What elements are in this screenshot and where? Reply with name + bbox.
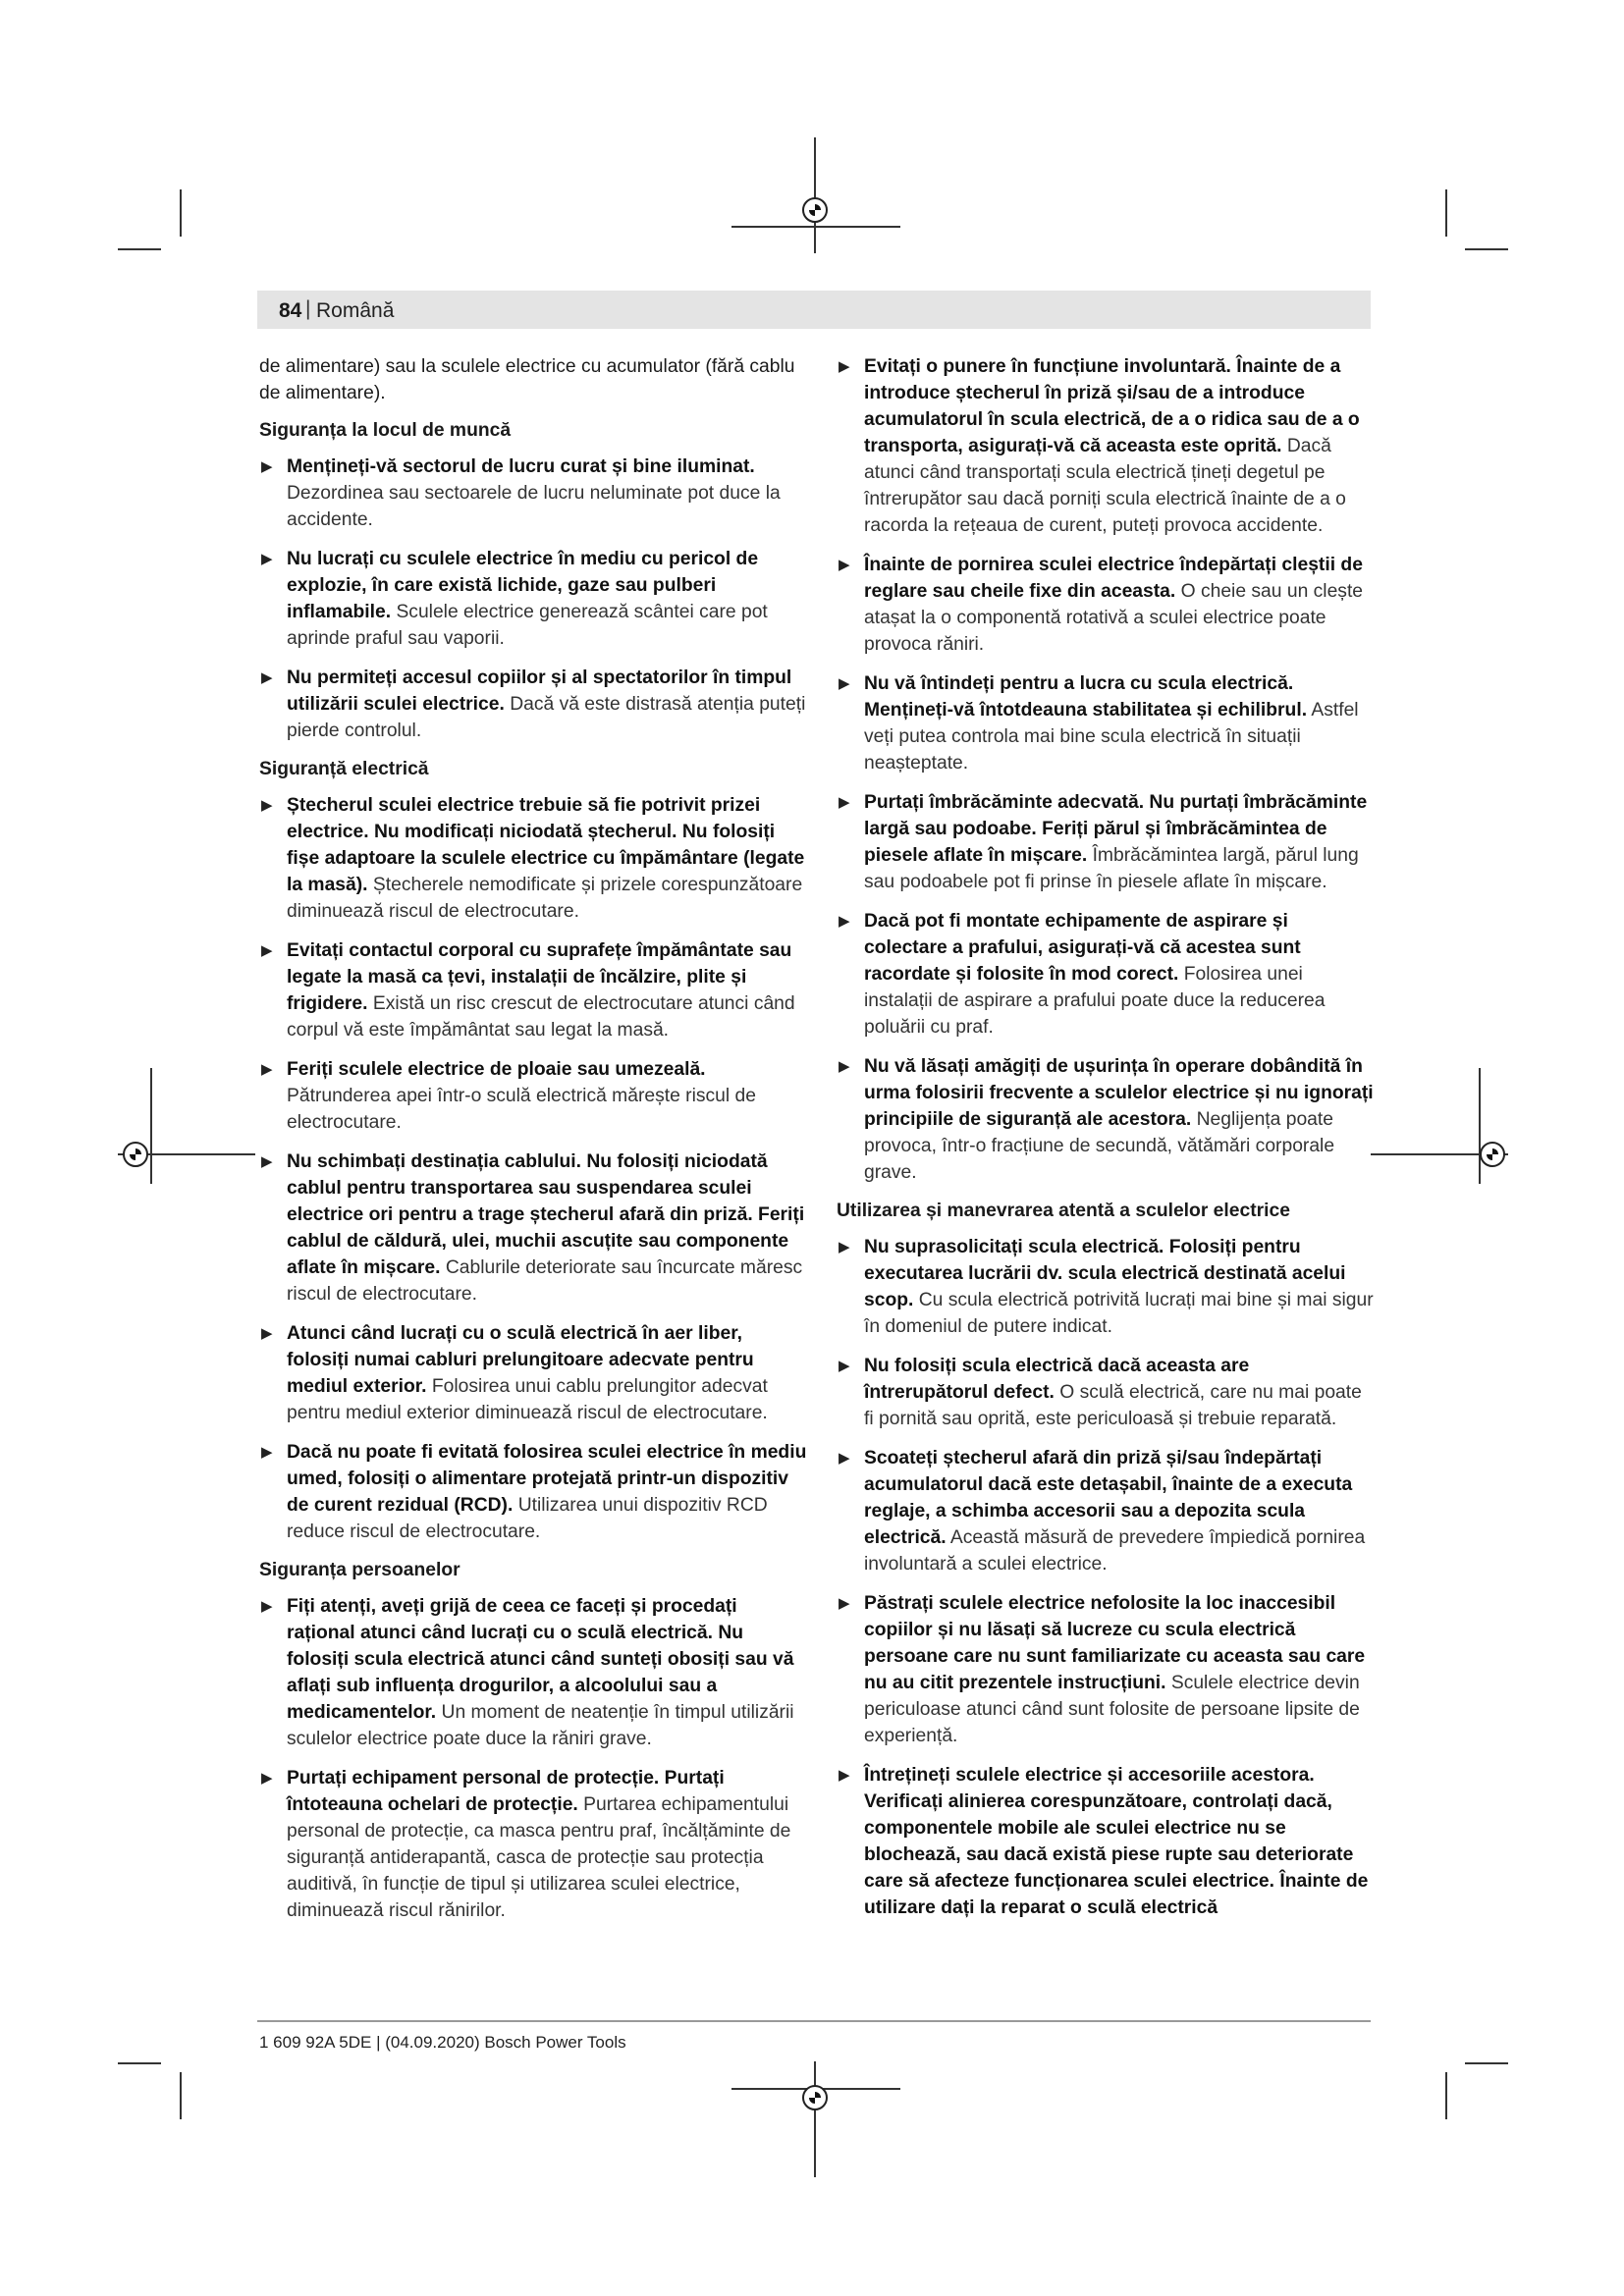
page-number: 84 (279, 299, 302, 322)
warning-text: Un moment de neatenție în timpul utilizării sculelor electrice poate duce la răniri grave. (287, 1702, 794, 1749)
warning-bold: Nu vă lăsați amăgiți de ușurința în operare dobândită în urma folosirii frecvente a sculelor electrice și nu ignorați principiile de siguranță ale acestora. (864, 1056, 1374, 1130)
warning-text: Dacă atunci când transportați scula electrică țineți degetul pe întrerupător sau dacă porniți scula electrică înainte de a o racorda la rețeaua de curent, puteți provoca accidente. (864, 436, 1346, 536)
electrical-safety-list (259, 792, 809, 1545)
header-language: Română (316, 299, 395, 322)
warning-text: Dezordinea sau sectoarele de lucru neluminate pot duce la accidente. (287, 483, 781, 530)
registration-mark-icon (1480, 1142, 1505, 1167)
list-item (259, 1320, 809, 1426)
warning-bold: Fiți atenți, aveți grijă de ceea ce faceți și procedați rațional atunci când lucrați cu o sculă electrică. Nu folosiți scula electrică atunci când sunteți obosiți sau vă aflați sub influența drogurilor, a alcoolului sau a medicamentelor. (287, 1596, 794, 1723)
warning-text: Utilizarea unui dispozitiv RCD reduce riscul de electrocutare. (287, 1495, 768, 1542)
registration-line (1479, 1068, 1481, 1184)
list-item (837, 789, 1375, 895)
warning-text: Pătrunderea apei într-o sculă electrică mărește riscul de electrocutare. (287, 1086, 756, 1133)
warning-bold: Feriți sculele electrice de ploaie sau umezeală. (287, 1059, 706, 1080)
crop-mark (180, 2072, 182, 2119)
list-item (837, 353, 1375, 539)
crop-mark (1465, 248, 1508, 250)
warning-bold: Evitați contactul corporal cu suprafețe împământate sau legate la masă ca țevi, instalații de încălzire, plite și frigidere. (287, 940, 792, 1014)
warning-bold: Scoateți ștecherul afară din priză și/sau îndepărtați acumulatorul dacă este detașabil, înainte de a executa reglaje, a schimba accesorii sau a depozita scula electrică. (864, 1448, 1353, 1548)
tool-use-care-list (837, 1234, 1375, 1921)
workplace-safety-list (259, 454, 809, 744)
registration-mark-icon (802, 197, 828, 223)
section-heading-electrical-safety: Siguranță electrică (259, 759, 429, 779)
crop-mark (1465, 2062, 1508, 2064)
list-item (837, 908, 1375, 1041)
registration-line (814, 137, 816, 253)
warning-text: Cu scula electrică potrivită lucrați mai bine și mai sigur în domeniul de putere indicat. (864, 1290, 1374, 1337)
warning-bold: Purtați echipament personal de protecție. Purtați întoteauna ochelari de protecție. (287, 1768, 725, 1815)
intro-paragraph: de alimentare) sau la sculele electrice cu acumulator (fără cablu de alimentare). (259, 356, 795, 403)
list-item (837, 1445, 1375, 1577)
warning-bold: Purtați îmbrăcăminte adecvată. Nu purtați îmbrăcăminte largă sau podoabe. Feriți părul și îmbrăcămintea de piesele aflate în mișcare. (864, 792, 1368, 866)
registration-mark-icon (802, 2085, 828, 2110)
list-item (837, 1762, 1375, 1921)
list-item (259, 1056, 809, 1136)
crop-mark (1445, 189, 1447, 237)
list-item (259, 937, 809, 1043)
personal-safety-list-continued (837, 353, 1375, 1186)
list-item (259, 1439, 809, 1545)
warning-text: Ștecherele nemodificate și prizele corespunzătoare diminuează riscul de electrocutare. (287, 875, 803, 922)
warning-text: Cablurile deteriorate sau încurcate măresc riscul de electrocutare. (287, 1257, 803, 1305)
registration-line (150, 1068, 152, 1184)
warning-bold: Nu lucrați cu sculele electrice în mediu cu pericol de explozie, în care există lichide, gaze sau pulberi inflamabile. (287, 549, 759, 622)
warning-text: Există un risc crescut de electrocutare atunci când corpul vă este împământat sau legat la masă. (287, 993, 795, 1041)
personal-safety-list (259, 1593, 809, 1924)
warning-bold: Nu folosiți scula electrică dacă aceasta are întrerupătorul defect. (864, 1356, 1250, 1403)
warning-bold: Dacă nu poate fi evitată folosirea sculei electrice în mediu umed, folosiți o alimentare protejată printr-un dispozitiv de curent rezidual (RCD). (287, 1442, 807, 1516)
crop-mark (180, 189, 182, 237)
registration-mark-icon (123, 1142, 148, 1167)
right-column (837, 353, 1375, 1934)
list-item (259, 665, 809, 744)
warning-text: O sculă electrică, care nu mai poate fi pornită sau oprită, este periculoasă și trebuie reparată. (864, 1382, 1362, 1429)
list-item (259, 1765, 809, 1924)
warning-text: Această măsură de prevedere împiedică pornirea involuntară a sculei electrice. (864, 1527, 1366, 1575)
warning-bold: Păstrați sculele electrice nefolosite la loc inaccesibil copiilor și nu lăsați să lucreze cu scula electrică persoane care nu sunt familiarizate cu aceasta sau care nu au citit prezentele instrucțiuni. (864, 1593, 1366, 1693)
list-item (259, 1593, 809, 1752)
list-item (259, 1148, 809, 1308)
section-heading-personal-safety: Siguranța persoanelor (259, 1560, 460, 1580)
warning-bold: Evitați o punere în funcțiune involuntară. Înainte de a introduce ștecherul în priză și/sau de a introduce acumulatorul în scula electrică, de a o ridica sau de a o transporta, asigurați-vă că aceasta este oprită. (864, 356, 1360, 456)
crop-mark (1445, 2072, 1447, 2119)
registration-line (731, 226, 900, 228)
footer-text: 1 609 92A 5DE | (04.09.2020) Bosch Power Tools (259, 2033, 626, 2052)
list-item (259, 454, 809, 533)
warning-bold: Înainte de pornirea sculei electrice îndepărtați cleștii de reglare sau cheile fixe din aceasta. (864, 555, 1363, 602)
warning-bold: Mențineți-vă sectorul de lucru curat și bine iluminat. (287, 456, 755, 477)
warning-text: Sculele electrice generează scântei care pot aprinde praful sau vaporii. (287, 602, 768, 649)
warning-text: Folosirea unui cablu prelungitor adecvat pentru mediul exterior diminuează riscul de electrocutare. (287, 1376, 768, 1423)
warning-bold: Nu suprasolicitați scula electrică. Folosiți pentru executarea lucrării dv. scula electrică destinată acelui scop. (864, 1237, 1346, 1310)
warning-bold: Întrețineți sculele electrice și accesoriile acestora. Verificați alinierea corespunzătoare, controlați dacă, componentele mobile ale sculei electrice nu se blochează, sau dacă există piese rupte sau deteriorate care să afecteze funcționarea sculei electrice. Înainte de utilizare dați la reparat o sculă electrică (864, 1765, 1369, 1918)
left-column (259, 353, 809, 1937)
header-bar (257, 291, 1371, 329)
list-item (837, 1353, 1375, 1432)
crop-mark (118, 248, 161, 250)
warning-bold: Dacă pot fi montate echipamente de aspirare și colectare a prafului, asigurați-vă că acestea sunt racordate și folosite în mod corect. (864, 911, 1301, 985)
list-item (837, 1590, 1375, 1749)
warning-bold: Nu permiteți accesul copiilor și al spectatorilor în timpul utilizării sculei electrice. (287, 667, 792, 715)
warning-text: Neglijența poate provoca, într-o fracțiune de secundă, vătămări corporale grave. (864, 1109, 1335, 1183)
warning-text: Folosirea unei instalații de aspirare a prafului poate duce la reducerea poluării cu praf. (864, 964, 1326, 1038)
crop-mark (118, 2062, 161, 2064)
list-item (837, 552, 1375, 658)
warning-text: Astfel veți putea controla mai bine scula electrică în situații neașteptate. (864, 700, 1359, 774)
footer-divider (257, 2020, 1371, 2022)
registration-line (814, 2061, 816, 2177)
list-item (837, 1053, 1375, 1186)
list-item (837, 1234, 1375, 1340)
section-heading-workplace-safety: Siguranța la locul de muncă (259, 420, 512, 441)
warning-text: O cheie sau un clește atașat la o componentă rotativă a sculei electrice poate provoca răniri. (864, 581, 1364, 655)
warning-text: Îmbrăcămintea largă, părul lung sau podoabele pot fi prinse în piesele aflate în mișcare. (864, 845, 1359, 892)
warning-bold: Atunci când lucrați cu o sculă electrică în aer liber, folosiți numai cabluri prelungitoare adecvate pentru mediul exterior. (287, 1323, 754, 1397)
list-item (259, 792, 809, 925)
warning-text: Purtarea echipamentului personal de protecție, ca masca pentru praf, încălțăminte de siguranță antiderapantă, casca de protecție sau protecția auditivă, în funcție de tipul și utilizarea sculei electrice, diminuează riscul rănirilor. (287, 1794, 791, 1921)
list-item (259, 546, 809, 652)
warning-text: Sculele electrice devin periculoase atunci când sunt folosite de persoane lipsite de experiență. (864, 1673, 1360, 1746)
warning-bold: Nu schimbați destinația cablului. Nu folosiți niciodată cablul pentru transportarea sau suspendarea sculei electrice ori pentru a trage ștecherul afară din priză. Feriți cablul de căldură, ulei, muchii ascuțite sau componente aflate în mișcare. (287, 1151, 805, 1278)
warning-text: Dacă vă este distrasă atenția puteți pierde controlul. (287, 694, 806, 741)
list-item (837, 670, 1375, 776)
section-heading-tool-use-care: Utilizarea și manevrarea atentă a sculelor electrice (837, 1201, 1290, 1221)
warning-bold: Ștecherul sculei electrice trebuie să fie potrivit prizei electrice. Nu modificați niciodată ștecherul. Nu folosiți fișe adaptoare la sculele electrice cu împământare (legate la masă). (287, 795, 805, 895)
warning-bold: Nu vă întindeți pentru a lucra cu scula electrică. Mențineți-vă întotdeauna stabilitatea și echilibrul. (864, 673, 1308, 721)
header-separator: | (305, 297, 311, 320)
